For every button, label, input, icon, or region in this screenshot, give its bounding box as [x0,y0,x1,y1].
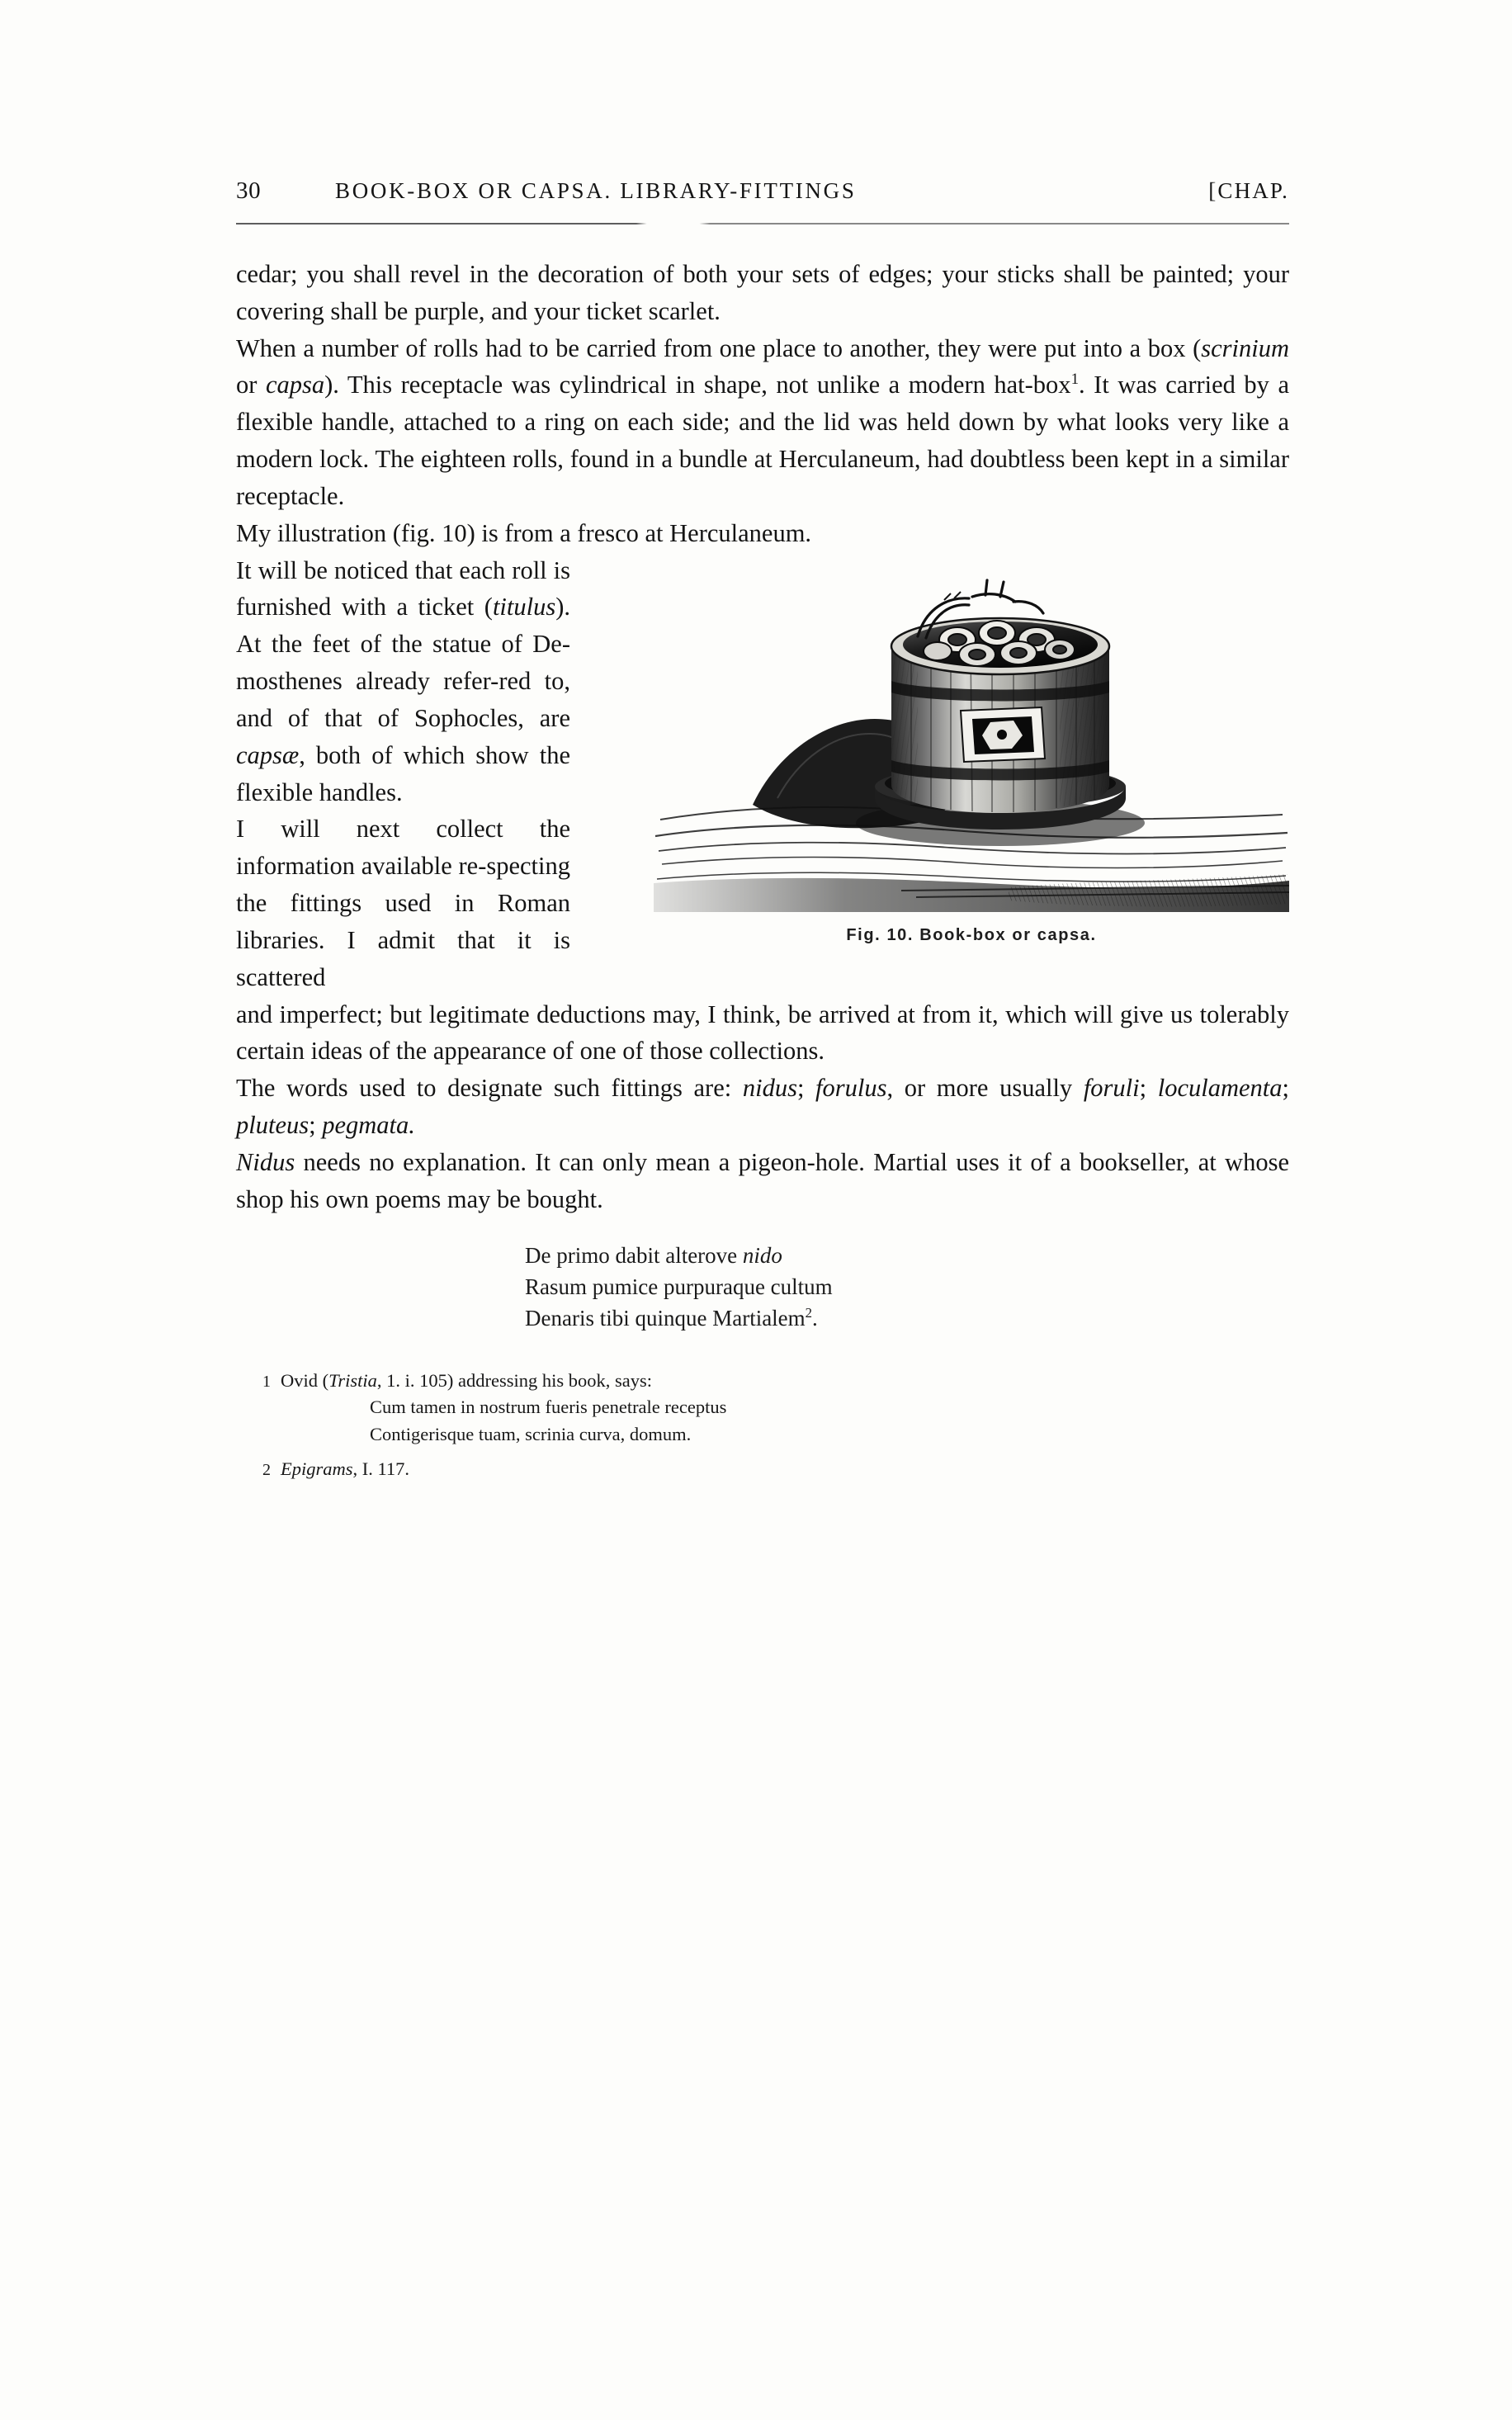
footnote-2-title: Epigrams [281,1458,353,1480]
footnote-1-title: Tristia [328,1369,377,1391]
term-forulus: forulus [815,1074,887,1103]
footnote-ref-1[interactable]: 1 [1070,371,1080,389]
footnote-1-quote-line-1: Cum tamen in nostrum fueris penetrale receptus [370,1397,727,1418]
paragraph-2-text-c: ). This receptacle was cylindrical in shape, not unlike a modern hat-box [324,371,1071,399]
wrapped-column-text [236,552,570,996]
quote-line-3-text: Denaris tibi quinque Martialem [525,1306,806,1331]
footnote-1-text-a: Ovid ( [281,1369,329,1391]
footnote-ref-2[interactable]: 2 [805,1305,813,1321]
body-text [236,256,1289,1483]
footnote-1: 1 Ovid (Tristia, 1. i. 105) addressing his book, says: Cum tamen in nostrum fueris penetrale receptus Contigerisque tuam, scrinia curva, domum. [236,1368,1289,1449]
quote-line-1-text: De primo dabit alterove [525,1242,743,1268]
figure-text-wrap [236,552,1289,996]
figure-caption: Fig. 10. Book-box or capsa. [846,925,1097,944]
page-number: 30 [236,177,262,204]
paragraph-4-text-a: I will next collect the information available re-specting the fittings used in Roman libraries. I admit that it is scattered [236,815,570,991]
paragraph-6-text: needs no explanation. It can only mean a pigeon-hole. Martial uses it of a bookseller, at whose shop his own poems may be bought. [236,1147,1289,1213]
book-box-capsa-engraving [654,557,1289,912]
paragraph-3-lead [236,515,1289,552]
paragraph-2 [236,330,1289,515]
paragraph-5-text-b: ; [796,1074,816,1103]
paragraph-5-text-d: ; [1139,1074,1158,1103]
term-nidus-lead: Nidus [236,1147,295,1176]
paragraph-2-text-a: When a number of rolls had to be carried from one place to another, they were put into a box ( [236,333,1202,362]
capsa-illustration-svg [654,557,1289,912]
block-quotation [236,1240,1289,1335]
term-pluteus: pluteus [236,1111,309,1140]
figure-10 [654,557,1289,948]
term-scrinium: scrinium [1201,333,1289,362]
paragraph-3-text-b: ). At the feet of the statue of De-mosthenes already refer-red to, and of that of Sophocles, are [236,593,570,732]
footnote-1-body [281,1368,1289,1449]
term-pegmata: pegmata. [322,1111,415,1140]
term-foruli: foruli [1083,1074,1140,1103]
paragraph-6 [236,1144,1289,1218]
term-capsa: capsa [265,371,325,399]
term-nidus: nidus [742,1074,797,1103]
paragraph-2-text-d: . It was carried by a flexible handle, attached to a ring on each side; and the lid was held down by what looks very like a modern lock. The eighteen rolls, found in a bundle at Herculaneum, had doubtless been kept in a similar receptacle. [236,371,1289,510]
term-nido: nido [742,1242,782,1268]
paragraph-5-text-f: ; [309,1111,323,1140]
running-title: BOOK-BOX OR CAPSA. LIBRARY-FITTINGS [335,178,857,203]
quote-line-2: Rasum pumice purpuraque cultum [525,1274,833,1299]
footnote-1-text-b: , 1. i. 105) addressing his book, says: [376,1369,653,1391]
footnotes [236,1368,1289,1484]
paragraph-4-top [236,811,570,995]
paragraph-5-text-a: The words used to designate such fittings are: [236,1074,743,1103]
quote-line-1 [525,1240,1289,1271]
paragraph-4-text-b: and imperfect; but legitimate deductions may, I think, be arrived at from it, which will give us tolerably certain ideas of the appearance of one of those collections. [236,1000,1289,1066]
running-head [236,177,1289,205]
chapter-marker: [CHAP. [1208,178,1289,203]
header-rule [236,223,1289,225]
paragraph-2-text-b: or [236,371,266,399]
paragraph-5 [236,1070,1289,1144]
paragraph-3-body [236,552,570,811]
quote-line-3 [525,1302,1289,1334]
page-content [236,177,1289,1483]
footnote-2-body [281,1456,1289,1483]
term-titulus: titulus [492,593,556,622]
term-loculamenta: loculamenta [1157,1074,1283,1103]
paragraph-5-text-e: ; [1282,1074,1289,1103]
quote-line-3-period: . [812,1306,818,1331]
paragraph-5-text-c: , or more usually [886,1074,1084,1103]
footnote-2-text: , I. 117. [352,1458,410,1480]
paragraph-4-continued [236,996,1289,1071]
paragraph-1-text: cedar; you shall revel in the decoration of both your sets of edges; your sticks shall be painted; your covering shall be purple, and your ticket scarlet. [236,260,1289,325]
paragraph-3-lead-text: My illustration (fig. 10) is from a fresco at Herculaneum. [236,518,812,547]
footnote-2: 2 Epigrams, I. 117. [236,1456,1289,1483]
footnote-1-quote-line-2: Contigerisque tuam, scrinia curva, domum. [370,1423,692,1444]
paragraph-3-text-a: It will be noticed that each roll is furnished with a ticket ( [236,555,570,622]
term-capsae: capsæ [236,740,300,769]
paragraph-1 [236,256,1289,330]
paragraph-3-text-c: , both of which show the flexible handles. [236,740,570,806]
